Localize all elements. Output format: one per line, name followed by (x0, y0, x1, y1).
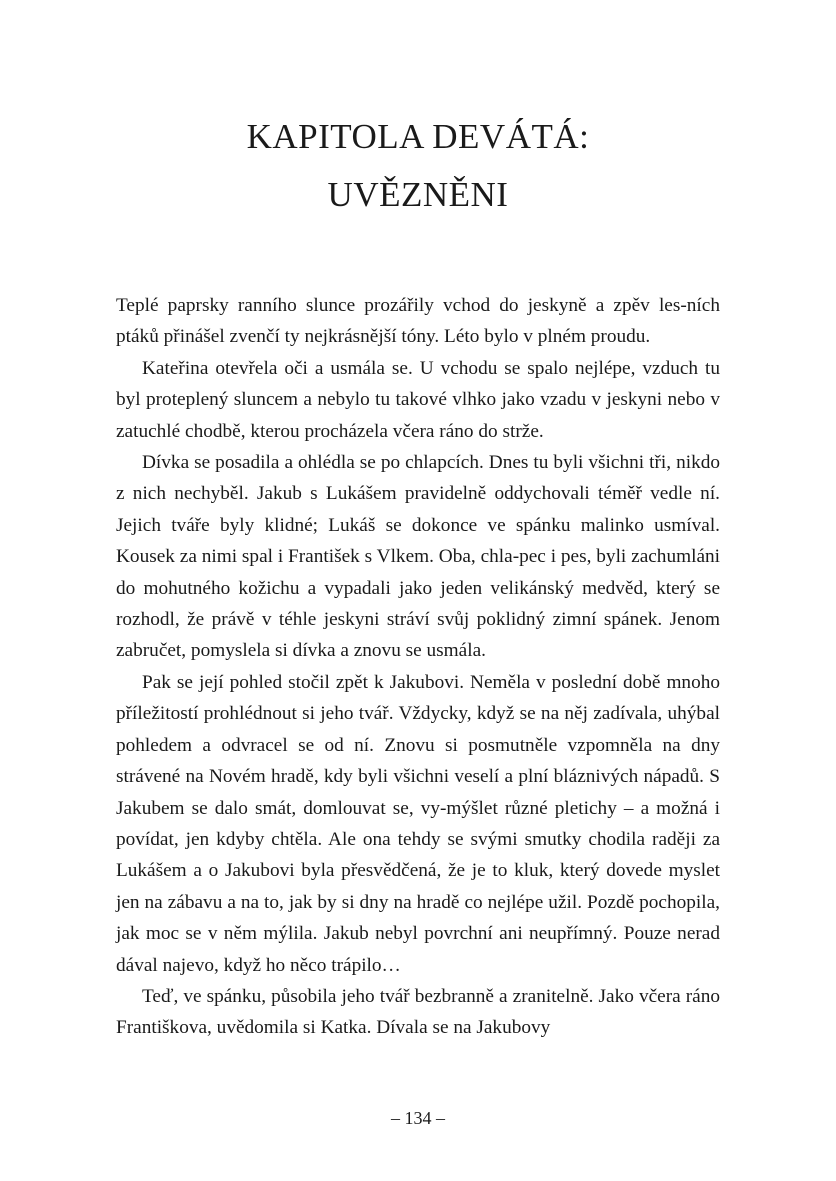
chapter-title (0, 108, 836, 224)
chapter-title-line-2: UVĚZNĚNI (327, 175, 509, 214)
page-number: – 134 – (391, 1108, 445, 1128)
chapter-title-line-1: KAPITOLA DEVÁTÁ: (246, 117, 590, 156)
paragraph-2: Kateřina otevřela oči a usmála se. U vchodu se spalo nejlépe, vzduch tu byl proteplený sluncem a nebylo tu takové vlhko jako vzadu v jeskyni nebo v zatuchlé chodbě, kterou procházela včera ráno do strže. (116, 357, 720, 442)
chapter-body (116, 290, 720, 1044)
paragraph-3: Dívka se posadila a ohlédla se po chlapcích. Dnes tu byli všichni tři, nikdo z nich nechyběl. Jakub s Lukášem pravidelně oddychovali téměř vedle ní. Jejich tváře byly klidné; Lukáš se dokonce ve spánku malinko usmíval. Kousek za nimi spal i František s Vlkem. Oba, chla-pec i pes, byli zachumláni do mohutného kožichu a vypadali jako jeden velikánský medvěd, který se rozhodl, že právě v téhle jeskyni stráví svůj poklidný zimní spánek. Jenom zabručet, pomyslela si dívka a znovu se usmála. (116, 452, 720, 662)
paragraph-4: Pak se její pohled stočil zpět k Jakubovi. Neměla v poslední době mnoho příležitostí prohlédnout si jeho tvář. Vždycky, když se na něj zadívala, uhýbal pohledem a odvracel se od ní. Znovu si posmutněle vzpomněla na dny strávené na Novém hradě, kdy byli všichni veselí a plní bláznivých nápadů. S Jakubem se dalo smát, domlouvat se, vy-mýšlet různé pletichy – a možná i povídat, jen kdyby chtěla. Ale ona tehdy se svými smutky chodila raději za Lukášem a o Jakubovi byla přesvědčená, že je to kluk, který dovede myslet jen na zábavu a na to, jak by si dny na hradě co nejlépe užil. Pozdě pochopila, jak moc se v něm mýlila. Jakub nebyl povrchní ani neupřímný. Pouze nerad dával najevo, když ho něco trápilo… (116, 671, 720, 976)
paragraph-1: Teplé paprsky ranního slunce prozářily vchod do jeskyně a zpěv les-ních ptáků přinášel zvenčí ty nejkrásnější tóny. Léto bylo v plném proudu. (116, 295, 720, 348)
paragraph-5: Teď, ve spánku, působila jeho tvář bezbranně a zranitelně. Jako včera ráno Františkova, uvědomila si Katka. Dívala se na Jakubovy (116, 985, 720, 1039)
